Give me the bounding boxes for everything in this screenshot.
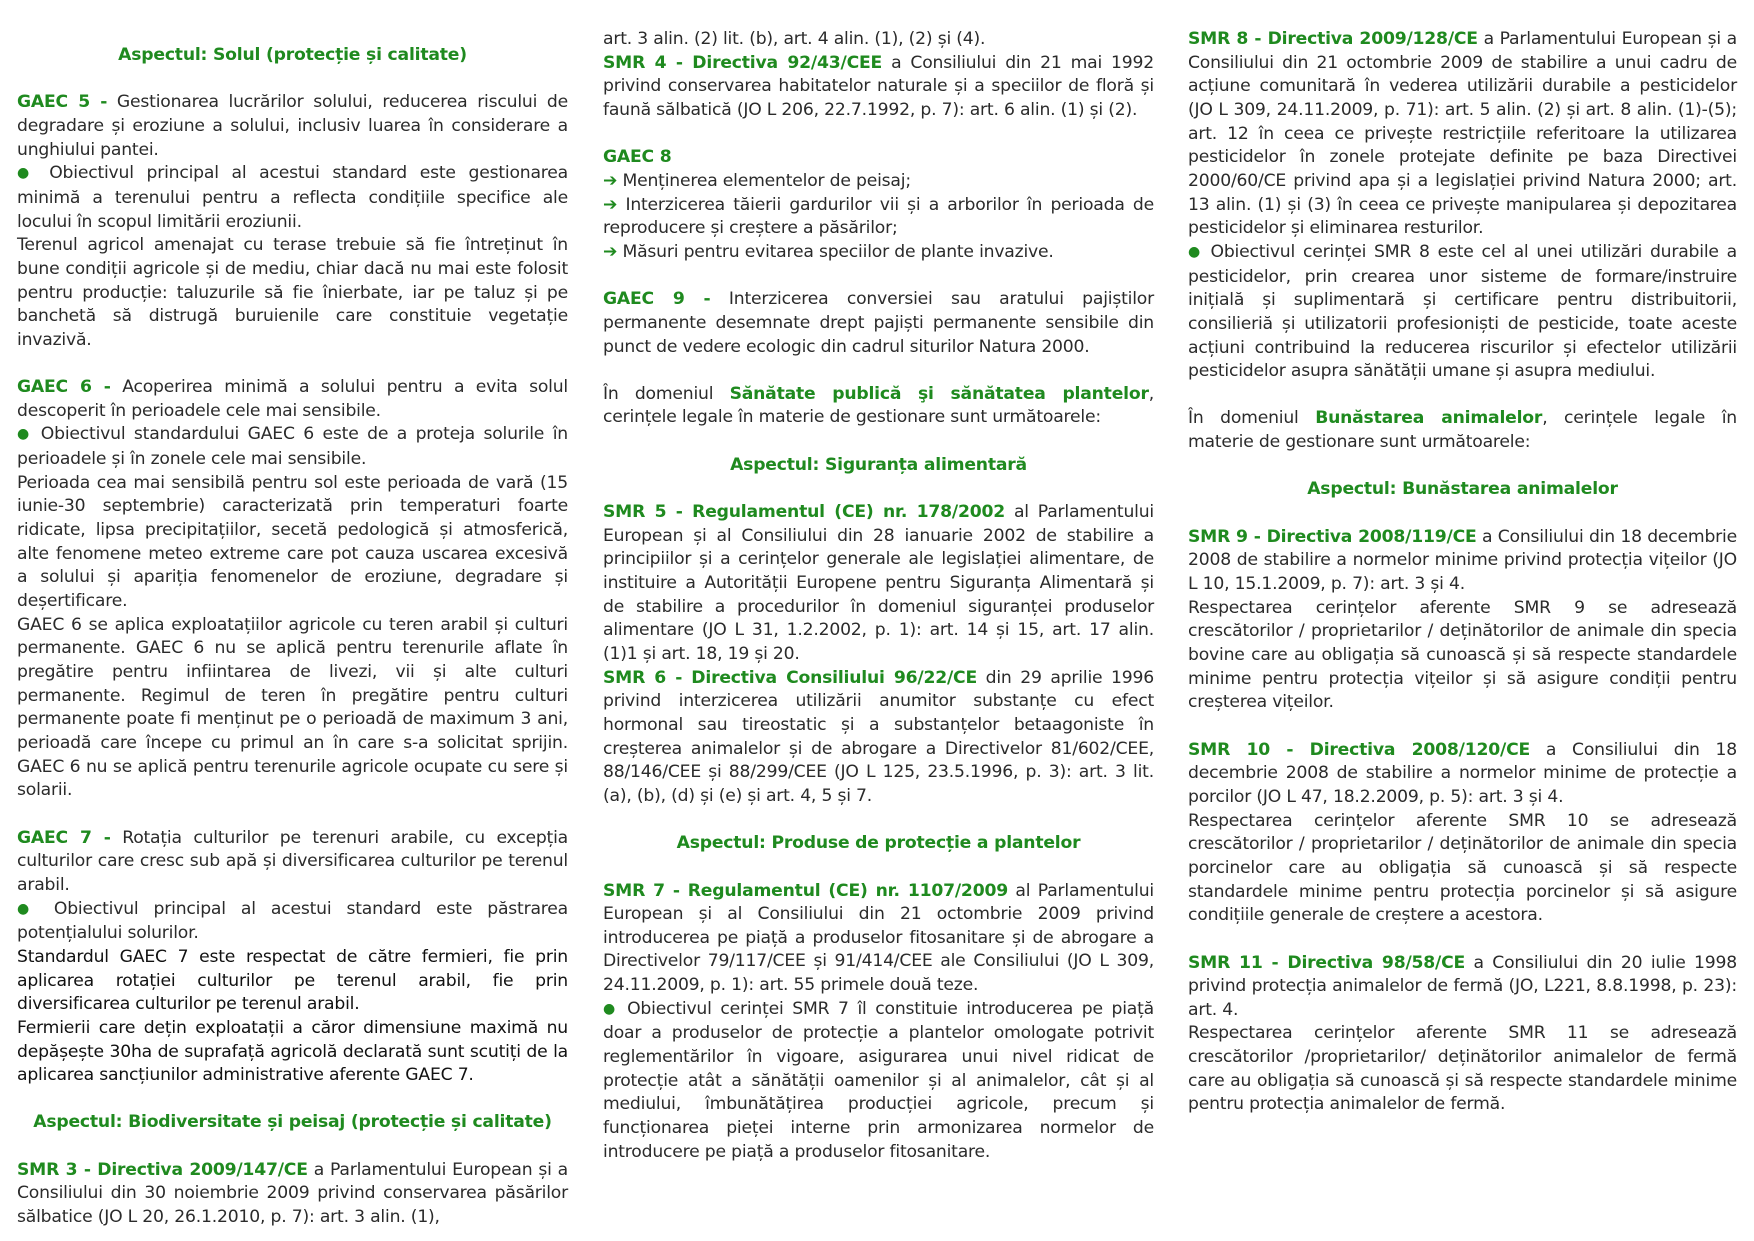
- gaec6-section: [17, 376, 568, 423]
- smr5-text: al Parlamentului European și al Consiliului din 28 ianuarie 2002 de stabilire a principiilor și a cerințelor generale ale legislației alimentare, de instituire a Autorității Europene pentru Siguranța Alimentară și de stabilire a procedurilor în domeniul siguranței produselor alimentare (JO L 31, 1.2.2002, p. 1): art. 14 și 15, art. 17 alin. (1)1 și art. 18, 19 și 20.: [603, 502, 1154, 664]
- gaec7-objective: ● Obiectivul principal al acestui standard este păstrarea potențialului solurilor.: [17, 898, 568, 944]
- gaec9-text: Interzicerea conversiei sau aratului pajiștilor permanente desemnate drept pajiști permanente sensibile din punct de vedere ecologic din cadrul siturilor Natura 2000.: [603, 289, 1154, 357]
- gaec7-text-2: Fermierii care dețin exploatații a căror dimensiune maximă nu depășește 30ha de suprafață agricolă declarată sunt scutiți de la aplicarea sancțiunilor administrative aferente GAEC 7.: [17, 1017, 568, 1086]
- smr5-section: [603, 501, 1154, 667]
- arrow-right-icon: ➔: [603, 241, 618, 262]
- smr3-continuation: art. 3 alin. (2) lit. (b), art. 4 alin. (1), (2) și (4).: [603, 29, 986, 49]
- smr9-note: Respectarea cerințelor aferente SMR 9 se adresează crescătorilor / proprietarilor / deținătorilor de animale din specia bovine care au obligația să cunoască și să respecte standardele minime pentru protecția vițeilor și să asigure condiții pentru creșterea vițeilor.: [1188, 597, 1737, 713]
- gaec6-objective: ● Obiectivul standardului GAEC 6 este de a proteja solurile în perioadele și în zonele cele mai sensibile.: [17, 424, 568, 470]
- gaec6-title: Acoperirea minimă a solului pentru a evita solul descoperit în perioadele cele mai sensibile.: [17, 377, 568, 421]
- smr3-section: [17, 1159, 568, 1230]
- smr8-text: a Parlamentului European și a Consiliului din 21 octombrie 2009 de stabilire a unui cadru de acțiune comunitară în vederea utilizării durabile a pesticidelor (JO L 309, 24.11.2009, p. 71): art. 5 alin. (2) și art. 8 alin. (1)-(5); art. 12 în ceea ce privește restricțiile referitoare la utilizarea pesticidelor în zonele protejate definite pe baza Directivei 2000/60/CE privind apa și a legislației privind Natura 2000; art. 13 alin. (1) și (3) în ceea ce privește manipularea și depozitarea pesticidelor și eliminarea resturilor.: [1188, 29, 1737, 239]
- gaec8-label: GAEC 8: [603, 147, 672, 168]
- smr8-label: SMR 8 - Directiva 2009/128/CE: [1188, 29, 1478, 49]
- smr9-label: SMR 9 - Directiva 2008/119/CE: [1188, 526, 1477, 547]
- domain-highlight: Sănătate publică şi sănătatea plantelor: [729, 383, 1149, 404]
- gaec6-text-2: GAEC 6 se aplica exploatațiilor agricole cu teren arabil și culturi permanente. GAEC 6 nu se aplică pentru terenurile aflate în pregătire pentru infiintarea de livezi, vii și alte culturi permanente. Regimul de teren în pregătire pentru culturi permanente poate fi menținut pe o perioadă de maximum 3 ani, perioadă care începe cu primul an în care s-a solicitat sprijin. GAEC 6 nu se aplică pentru terenurile agricole ocupate cu sere și solarii.: [17, 614, 568, 801]
- smr9-text: a Consiliului din 18 decembrie 2008 de stabilire a normelor minime privind protecția vițeilor (JO L 10, 15.1.2009, p. 7): art. 3 și 4.: [1188, 526, 1738, 595]
- gaec7-label: GAEC 7 -: [17, 827, 111, 848]
- gaec5-title: Gestionarea lucrărilor solului, reducerea riscului de degradare și eroziune a solului, inclusiv luarea în considerare a unghiului pantei.: [17, 92, 568, 160]
- smr9-section: [1188, 526, 1737, 597]
- gaec5-text: Terenul agricol amenajat cu terase trebuie să fie întreținut în bune condiții agricole și de mediu, chiar dacă nu mai este folosit pentru producție: taluzurile să fie înierbate, iar pe taluz și pe banchetă să distrugă buruienile care constituie vegetație invazivă.: [17, 235, 568, 350]
- smr7-objective: ● Obiectivul cerinței SMR 7 îl constituie introducerea pe piață doar a produselor de protecție a plantelor omologate potrivit reglementărilor în vigoare, asigurarea unui nivel ridicat de protecție atât a sănătății oamenilor și al animalelor, cât și al mediului, îmbunătățirea producției agricole, precum și funcționarea pieței interne prin armonizarea normelor de introducere pe piață a produselor fitosanitare.: [603, 998, 1154, 1162]
- gaec5-section: [17, 91, 568, 162]
- bullet-icon: ●: [603, 1000, 619, 1017]
- gaec9-section: [603, 288, 1154, 359]
- smr3-label: SMR 3 - Directiva 2009/147/CE: [17, 1159, 308, 1180]
- smr6-section: [603, 667, 1154, 809]
- smr7-section: [603, 880, 1154, 998]
- smr4-text: a Consiliului din 21 mai 1992 privind conservarea habitatelor naturale și a speciilor de floră și faună sălbatică (JO L 206, 22.7.1992, p. 7): art. 6 alin. (1) și (2).: [603, 52, 1154, 120]
- heading-aspect-biodiversity: Aspectul: Biodiversitate și peisaj (protecție și calitate): [33, 1112, 552, 1133]
- column-3: [1188, 28, 1737, 1117]
- heading-aspect-food-safety: Aspectul: Siguranța alimentară: [730, 454, 1027, 475]
- column-1: [17, 44, 568, 1230]
- smr11-section: [1188, 952, 1737, 1023]
- gaec6-text-1: Perioada cea mai sensibilă pentru sol este perioada de vară (15 iunie-30 septembrie) caracterizată prin temperaturi foarte ridicate, lipsa precipitațiilor, secetă pedologică și atmosferică, alte fenomene meteo extreme care pot cauza uscarea excesivă a solului și apariția fenomenelor de eroziune, degradare și deșertificare.: [17, 472, 568, 612]
- smr6-text: din 29 aprilie 1996 privind interzicerea utilizării anumitor substanțe cu efect hormonal sau tireostatic și a substanțelor betaagoniste în creșterea animalelor și de abrogare a Directivelor 81/602/CEE, 88/146/CEE și 88/299/CEE (JO L 125, 23.5.1996, p. 3): art. 3 lit. (a), (b), (d) și (e) și art. 4, 5 și 7.: [603, 667, 1154, 806]
- smr11-label: SMR 11 - Directiva 98/58/CE: [1188, 952, 1466, 973]
- smr7-label: SMR 7 - Regulamentul (CE) nr. 1107/2009: [603, 880, 1008, 901]
- gaec9-label: GAEC 9 -: [603, 289, 711, 310]
- smr4-section: [603, 52, 1154, 123]
- smr4-label: SMR 4 - Directiva 92/43/CEE: [603, 52, 883, 73]
- smr6-label: SMR 6 - Directiva Consiliului 96/22/CE: [603, 667, 977, 688]
- domain-intro-public-health: În domeniul Sănătate publică şi sănătatea plantelor, cerințele legale în materie de gestionare sunt următoarele:: [603, 383, 1154, 428]
- gaec8-item: ➔ Măsuri pentru evitarea speciilor de plante invazive.: [603, 241, 1054, 262]
- bullet-icon: ●: [1188, 243, 1203, 260]
- column-2: [603, 28, 1154, 1164]
- gaec7-title: Rotația culturilor pe terenuri arabile, cu excepția culturilor care cresc sub apă și diversificarea culturilor pe terenul arabil.: [17, 827, 568, 895]
- heading-aspect-animal-welfare: Aspectul: Bunăstarea animalelor: [1307, 479, 1618, 500]
- domain-highlight: Bunăstarea animalelor: [1315, 408, 1543, 429]
- gaec7-text-1: Standardul GAEC 7 este respectat de către fermieri, fie prin aplicarea rotației culturilor pe terenul arabil, fie prin diversificarea culturilor pe terenul arabil.: [17, 946, 568, 1015]
- smr10-label: SMR 10 - Directiva 2008/120/CE: [1188, 739, 1531, 760]
- smr8-section: [1188, 28, 1737, 241]
- gaec5-label: GAEC 5 -: [17, 92, 108, 113]
- bullet-icon: ●: [17, 165, 37, 182]
- gaec5-objective: ● Obiectivul principal al acestui standard este gestionarea minimă a terenului pentru a reflecta condițiile specifice ale locului în scopul limitării eroziunii.: [17, 163, 568, 232]
- heading-aspect-plant-protection: Aspectul: Produse de protecție a plantelor: [676, 833, 1081, 854]
- smr10-note: Respectarea cerințelor aferente SMR 10 se adresează crescătorilor / proprietarilor / deținătorilor de animale din specia porcinelor care au obligația să cunoască și să respecte standardele minime pentru protecția porcinelor și să asigure condițiile generale de creștere a acestora.: [1188, 810, 1737, 926]
- gaec8-item: ➔ Interzicerea tăierii gardurilor vii și a arborilor în perioada de reproducere și creștere a păsărilor;: [603, 194, 1154, 239]
- smr11-text: a Consiliului din 20 iulie 1998 privind protecția animalelor de fermă (JO, L221, 8.8.1998, p. 23): art. 4.: [1188, 952, 1737, 1020]
- smr8-objective: ● Obiectivul cerinței SMR 8 este cel al unei utilizări durabile a pesticidelor, prin crearea unor sisteme de formare/instruire inițială și suplimentară și certificare pentru distribuitorii, consilieriă și utilizatorii profesioniști de pesticide, toate aceste acțiuni contribuind la reducerea riscurilor și efectelor utilizării pesticidelor asupra sănătății umane și asupra mediului.: [1188, 241, 1737, 382]
- smr10-text: a Consiliului din 18 decembrie 2008 de stabilire a normelor minime de protecție a porcilor (JO L 47, 18.2.2009, p. 5): art. 3 și 4.: [1188, 739, 1737, 807]
- heading-aspect-soil: Aspectul: Solul (protecție și calitate): [118, 45, 467, 65]
- arrow-right-icon: ➔: [603, 194, 618, 215]
- smr7-text: al Parlamentului European și al Consiliului din 21 octombrie 2009 privind introducerea pe piață a produselor fitosanitare și de abrogare a Directivelor 79/117/CEE și 91/414/CEE ale Consiliului (JO L 309, 24.11.2009, p. 1): art. 55 primele două teze.: [603, 880, 1154, 996]
- gaec8-item: ➔ Menținerea elementelor de peisaj;: [603, 170, 911, 191]
- smr3-text: a Parlamentului European și a Consiliului din 30 noiembrie 2009 privind conservarea păsărilor sălbatice (JO L 20, 26.1.2010, p. 7): art. 3 alin. (1),: [17, 1159, 568, 1228]
- gaec6-label: GAEC 6 -: [17, 377, 111, 398]
- arrow-right-icon: ➔: [603, 170, 618, 191]
- smr11-note: Respectarea cerințelor aferente SMR 11 se adresează crescătorilor /proprietarilor/ deținătorilor animalelor de fermă care au obligația să cunoască și să respecte standardele minime pentru protecția animalelor de fermă.: [1188, 1023, 1737, 1115]
- smr5-label: SMR 5 - Regulamentul (CE) nr. 178/2002: [603, 502, 1006, 523]
- bullet-icon: ●: [17, 900, 39, 917]
- domain-intro-animal-welfare: În domeniul Bunăstarea animalelor, cerințele legale în materie de gestionare sunt următoarele:: [1188, 408, 1737, 453]
- bullet-icon: ●: [17, 426, 33, 443]
- smr10-section: [1188, 739, 1737, 810]
- gaec7-section: [17, 827, 568, 898]
